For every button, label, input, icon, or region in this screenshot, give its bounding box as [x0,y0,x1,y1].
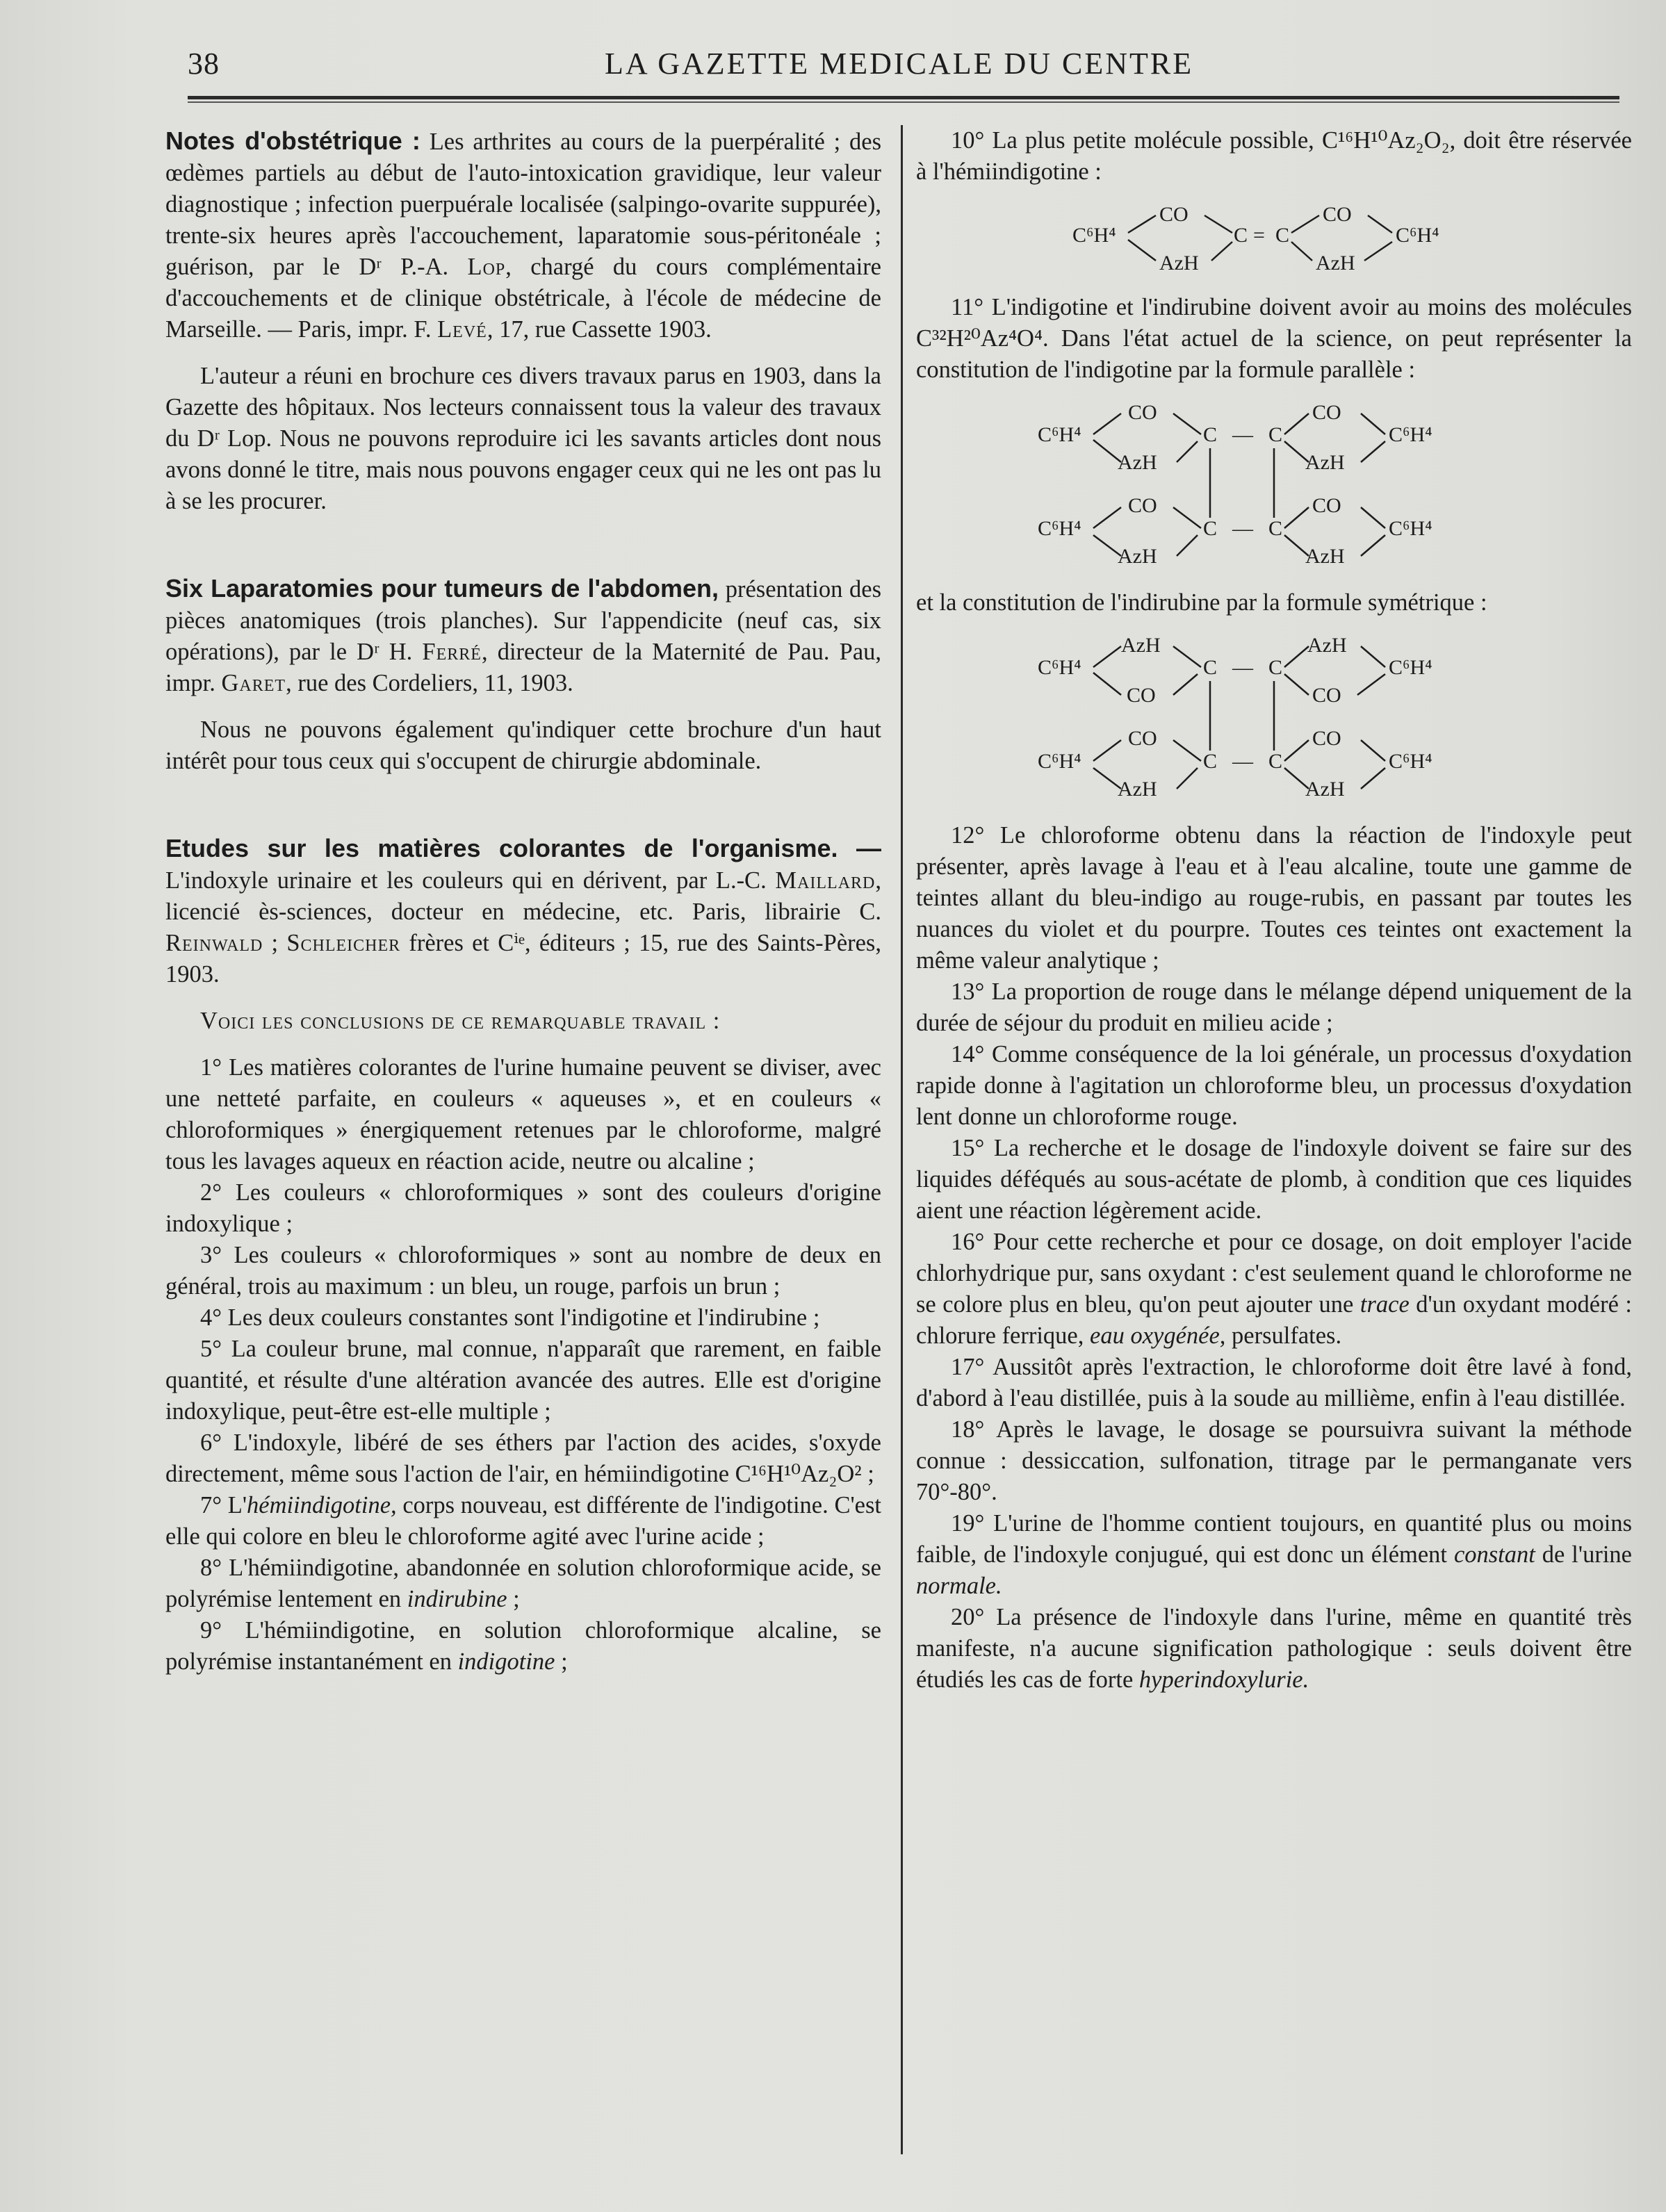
svg-text:AzH: AzH [1159,252,1199,275]
svg-text:—: — [1232,423,1253,446]
publisher-name: Reinwald [165,930,263,956]
printer-name: Levé [437,316,487,343]
svg-text:AzH: AzH [1305,545,1345,568]
svg-text:—: — [1232,517,1253,540]
svg-text:C: C [1203,750,1218,773]
conclusion-12: 12° Le chloroforme obtenu dans la réaction de l'indoxyle peut présenter, après lavage à l'eau et à l'eau alcaline, toute une gamme de teintes allant du bleu-indigo au rouge-rubis, en passant par toutes les nuances du violet et du pourpre. Toutes ces teintes ont exactement la même valeur analytique ; [916,822,1632,974]
conclusion-3: 3° Les couleurs « chloroformiques » sont au nombre de deux en général, trois au maximum : un bleu, un rouge, parfois un brun ; [165,1242,881,1300]
conclusion-7: 7° L'hémiindigotine, corps nouveau, est différente de l'indigotine. C'est elle qui colore en bleu le chloroforme agité avec l'urine acide ; [165,1492,881,1550]
publisher-name: Schleicher [286,930,401,956]
notice-title: Six Laparatomies pour tumeurs de l'abdomen, [165,574,719,603]
author-name: Ferré [422,639,482,665]
right-column [916,125,1632,1696]
svg-text:C: C [1275,224,1290,247]
svg-text:C: C [1268,750,1283,773]
paragraph: L'auteur a réuni en brochure ces divers travaux parus en 1903, dans la Gazette des hôpitaux. Nos lecteurs connaissent tous la valeur des travaux du Dʳ Lop. Nous ne pouvons reproduire ici les savants articles dont nous avons donné le titre, mais nous pouvons engager ceux qui ne les ont pas lu à se les procurer. [165,363,881,514]
conclusion-5: 5° La couleur brune, mal connue, n'apparaît que rarement, en faible quantité, et résulte d'une altération avancée des autres. Elle est d'origine indoxylique, peut-être est-elle multiple ; [165,1336,881,1425]
svg-text:AzH: AzH [1316,252,1355,275]
svg-text:AzH: AzH [1118,778,1157,801]
notice-text: , directeur de la Maternité de Pau. Pau, impr. [165,639,882,696]
header-rule [188,96,1619,99]
svg-text:CO: CO [1312,727,1341,750]
svg-text:CO: CO [1128,727,1157,750]
svg-text:C⁶H⁴: C⁶H⁴ [1389,750,1432,773]
notice-text: , chargé du cours complémentaire d'accouchements et de clinique obstétricale, à l'école de médecine de Marseille. — Paris, impr. F. [165,254,881,343]
notice-text: , 17, rue Cassette 1903. [487,316,712,343]
running-header [188,40,1612,82]
svg-text:—: — [1232,656,1253,679]
journal-title: LA GAZETTE MEDICALE DU CENTRE [605,47,1194,81]
svg-text:C⁶H⁴: C⁶H⁴ [1389,423,1432,446]
notice-text: L'indoxyle urinaire et les couleurs qui en dérivent, par L.-C. [165,867,767,894]
separator: ; [263,930,287,956]
conclusion-13: 13° La proportion de rouge dans le mélange dépend uniquement de la durée de séjour du produit en milieu acide ; [916,978,1632,1036]
svg-text:C⁶H⁴: C⁶H⁴ [1389,517,1432,540]
notice-obstetrique [165,125,881,345]
notice-matieres-colorantes [165,833,881,990]
svg-text:CO: CO [1312,494,1341,517]
notice-text: Les arthrites au cours de la puerpéralité ; des œdèmes partiels au début de l'auto-intoxication gravidique, leur valeur diagnostique ; infection puerpuérale localisée (salpingo-ovarite suppurée), trente-six heures après l'accouchement, laparatomie sous-péritonéale ; guérison, par le Dʳ P.-A. [165,129,881,280]
svg-text:—: — [1232,750,1253,773]
svg-text:AzH: AzH [1307,634,1347,657]
notice-text: frères et Cⁱᵉ, éditeurs ; 15, rue des Saints-Pères, 1903. [165,930,881,988]
svg-text:C⁶H⁴: C⁶H⁴ [1038,423,1081,446]
conclusion-14: 14° Comme conséquence de la loi générale, un processus d'oxydation rapide donne à l'agitation un chloroforme bleu, un processus d'oxydation lent donne un chloroforme rouge. [916,1041,1632,1130]
svg-text:C: C [1203,656,1218,679]
formula-indirubine [1024,625,1524,813]
conclusion-19: 19° L'urine de l'homme contient toujours, en quantité plus ou moins faible, de l'indoxyle conjugué, qui est donc un élément constant de l'urine normale. [916,1510,1632,1599]
svg-text:C⁶H⁴: C⁶H⁴ [1072,224,1116,247]
conclusion-8: 8° L'hémiindigotine, abandonnée en solution chloroformique acide, se polyrémise lentement en indirubine ; [165,1555,881,1612]
conclusion-9: 9° L'hémiindigotine, en solution chloroformique alcaline, se polyrémise instantanément en indigotine ; [165,1617,881,1675]
svg-text:C⁶H⁴: C⁶H⁴ [1038,656,1081,679]
conclusion-1: 1° Les matières colorantes de l'urine humaine peuvent se diviser, avec une netteté parfaite, en couleurs « aqueuses », et en couleurs « chloroformiques » énergiquement retenues par le chloroforme, malgré tous les lavages aqueux en réaction acide, neutre ou alcaline ; [165,1054,881,1174]
conclusion-17: 17° Aussitôt après l'extraction, le chloroforme doit être lavé à fond, d'abord à l'eau distillée, puis à la soude au millième, enfin à l'eau distillée. [916,1354,1632,1411]
svg-text:C⁶H⁴: C⁶H⁴ [1038,517,1081,540]
svg-text:AzH: AzH [1305,451,1345,474]
svg-text:CO: CO [1128,494,1157,517]
notice-text: , rue des Cordeliers, 11, 1903. [286,670,573,696]
svg-text:CO: CO [1127,684,1156,707]
formula-hemiindigotine [1059,195,1489,285]
conclusions-heading: Voici les conclusions de ce remarquable travail : [200,1008,721,1034]
notice-text: présentation des pièces anatomiques (trois planches). Sur l'appendicite (neuf cas, six opérations), par le Dʳ H. [165,576,881,665]
notice-laparatomies [165,573,881,699]
svg-text:AzH: AzH [1121,634,1161,657]
page-number: 38 [188,47,220,81]
conclusion-16: 16° Pour cette recherche et pour ce dosage, on doit employer l'acide chlorhydrique pur, sans oxydant : c'est seulement quand le chloroforme ne se colore plus en bleu, qu'on peut ajouter une trace d'un oxydant modéré : chlorure ferrique, eau oxygénée, persulfates. [916,1229,1632,1349]
conclusion-10: 10° La plus petite molécule possible, C¹⁶H¹⁰Az₂O₂, doit être réservée à l'hémiindigotine : [916,127,1632,185]
formula-indigotine [1024,393,1524,580]
left-column [165,125,881,1678]
svg-text:CO: CO [1312,401,1341,424]
svg-text:C: C [1268,517,1283,540]
svg-text:C: C [1234,224,1248,247]
printer-name: Garet [221,670,286,696]
conclusion-11: 11° L'indigotine et l'indirubine doivent avoir au moins des molécules C³²H²⁰Az⁴O⁴. Dans l'état actuel de la science, on peut représenter la constitution de l'indigotine par la formule parallèle : [916,294,1632,383]
svg-text:C⁶H⁴: C⁶H⁴ [1038,750,1081,773]
conclusion-11-continued: et la constitution de l'indirubine par la formule symétrique : [916,589,1487,616]
svg-text:C: C [1203,517,1218,540]
svg-text:C: C [1268,423,1283,446]
author-name: Lop [467,254,506,280]
svg-text:CO: CO [1128,401,1157,424]
conclusion-18: 18° Après le lavage, le dosage se poursuivra suivant la méthode connue : dessiccation, sulfonation, titrage par le permanganate vers 70°-80°. [916,1416,1632,1505]
svg-text:AzH: AzH [1118,451,1157,474]
column-divider [901,125,903,2154]
svg-text:C: C [1268,656,1283,679]
header-rule-thin [188,101,1619,103]
conclusion-20: 20° La présence de l'indoxyle dans l'urine, même en quantité très manifeste, n'a aucune signification pathologique : seuls doivent être étudiés les cas de forte hyperindoxylurie. [916,1604,1632,1693]
conclusion-15: 15° La recherche et le dosage de l'indoxyle doivent se faire sur des liquides déféqués au sous-acétate de plomb, à condition que ces liquides aient une réaction légèrement acide. [916,1135,1632,1224]
conclusion-2: 2° Les couleurs « chloroformiques » sont des couleurs d'origine indoxylique ; [165,1179,881,1237]
svg-text:CO: CO [1323,203,1352,226]
svg-text:AzH: AzH [1118,545,1157,568]
svg-text:C: C [1203,423,1218,446]
paragraph: Nous ne pouvons également qu'indiquer cette brochure d'un haut intérêt pour tous ceux qui s'occupent de chirurgie abdominale. [165,716,881,774]
notice-title: Etudes sur les matières colorantes de l'organisme. — [165,834,881,862]
author-name: Maillard [775,867,876,894]
notice-text: , licencié ès-sciences, docteur en médecine, etc. Paris, librairie C. [165,867,882,925]
svg-text:C⁶H⁴: C⁶H⁴ [1389,656,1432,679]
svg-text:CO: CO [1312,684,1341,707]
svg-text:AzH: AzH [1305,778,1345,801]
svg-text:C⁶H⁴: C⁶H⁴ [1396,224,1439,247]
notice-title: Notes d'obstétrique : [165,126,420,155]
conclusion-6: 6° L'indoxyle, libéré de ses éthers par l'action des acides, s'oxyde directement, même sous l'action de l'air, en hémiindigotine C¹⁶H¹⁰Az₂O² ; [165,1429,881,1487]
svg-text:=: = [1253,224,1265,247]
conclusion-4: 4° Les deux couleurs constantes sont l'indigotine et l'indirubine ; [200,1304,820,1331]
svg-text:CO: CO [1159,203,1189,226]
